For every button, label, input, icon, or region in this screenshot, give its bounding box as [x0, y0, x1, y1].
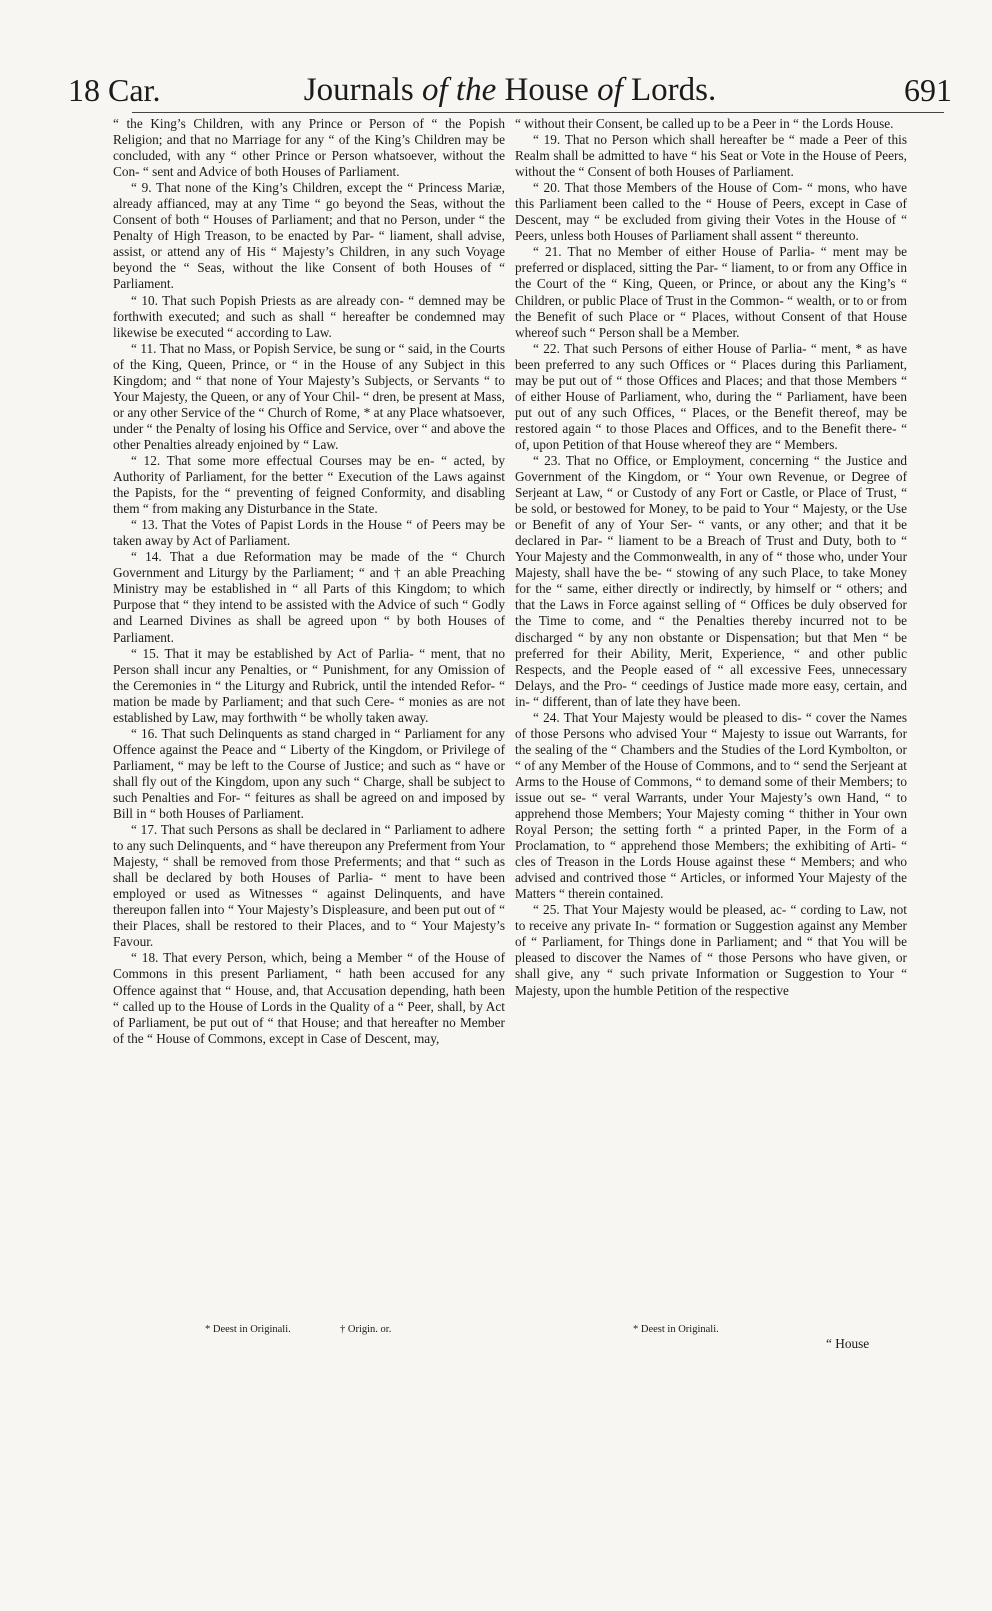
footnote: * Deest in Originali. [633, 1324, 719, 1335]
journal-title: Journals of the House of Lords. [303, 72, 717, 108]
paragraph: “ 13. That the Votes of Papist Lords in the House “ of Peers may be taken away by Act of Parliament. [113, 517, 505, 549]
paragraph: “ 24. That Your Majesty would be pleased to dis- “ cover the Names of those Persons who advised Your “ Majesty to issue out Warrants, for the sealing of the “ Chambers and the Studies of the Lord Kymbolton, or “ of any Member of the House of Commons, and to “ send the Serjeant at Arms to the House of Commons, “ to demand some of their Members; to issue out se- “ veral Warrants, under Your Majesty’s own Hand, “ to apprehend those Members; Your Majesty coming “ thither in Your own Royal Person; the setting forth “ a printed Paper, in the Form of a Proclamation, to “ apprehend those Members; the exhibiting of Arti- “ cles of Treason in the Lords House against these “ Members; and who advised and contrived those “ Articles, or informed Your Majesty of the Matters “ therein contained. [515, 709, 907, 902]
right-column [515, 116, 907, 999]
running-header [68, 70, 952, 114]
paragraph: “ 19. That no Person which shall hereafter be “ made a Peer of this Realm shall be admitted to have “ his Seat or Vote in the House of Peers, without the “ Consent of both Houses of Parliament. [515, 132, 907, 180]
paragraph: “ 9. That none of the King’s Children, except the “ Princess Mariæ, already affianced, may at any Time “ go beyond the Seas, without the Consent of both “ Houses of Parliament; and that no Person, under “ the Penalty of High Treason, to be enacted by Par- “ liament, shall advise, assist, or attend any of His “ Majesty’s Children, in any such Voyage beyond the “ Seas, without the like Consent of both Houses of “ Parliament. [113, 180, 505, 292]
paragraph: “ 14. That a due Reformation may be made of the “ Church Government and Liturgy by the Parliament; “ and † an able Preaching Ministry may be established in “ all Parts of this Kingdom; to which Purpose that “ they intend to be assisted with the Advice of such “ Godly and Learned Divines as shall be agreed upon “ by both Houses of Parliament. [113, 549, 505, 645]
paragraph: “ 22. That such Persons of either House of Parlia- “ ment, * as have been preferred to any such Offices or “ Places during this Parliament, may be put out of “ those Offices and Places; and that those Members “ of either House of Parliament, who, during the “ Parliament, have been put out of any such Offices, “ Places, or the Benefit thereof, may be restored again “ to those Places and Offices, and to the Benefit there- “ of, upon Petition of that House whereof they are “ Members. [515, 340, 907, 452]
regnal-year: 18 Car. [68, 72, 161, 108]
left-column [113, 116, 505, 1047]
catchword: “ House [826, 1336, 870, 1351]
page-number: 691 [904, 72, 952, 108]
paragraph: “ 23. That no Office, or Employment, concerning “ the Justice and Government of the Kingdom, or “ Your own Revenue, or Degree of Serjeant at Law, “ or Custody of any Fort or Castle, or Place of Trust, “ be sold, or bestowed for Money, to be paid to Your “ Majesty, or the Use or Benefit of any of Your Ser- “ vants, or any other; and that it be declared in Par- “ liament to be a Breach of Trust and Duty, both to “ Your Majesty and the Commonwealth, in any of “ those who, under Your Majesty, shall have the be- “ stowing of any such Place, to take Money for the “ same, either directly or indirectly, by himself or “ others; and that the Laws in Force against selling of “ Offices be duly observed for the Time to come, and “ the Penalties thereby incurred not to be discharged “ by any non obstante or Dispensation; but that Men “ be preferred for their Ability, Merit, Experience, “ and other public Respects, and the People eased of “ all excessive Fees, unnecessary Delays, and the Pro- “ ceedings of Justice made more easy, certain, and in- “ different, than of late they have been. [515, 452, 907, 709]
paragraph: “ 15. That it may be established by Act of Parlia- “ ment, that no Person shall incur any Penalties, or “ Punishment, for any Omission of the Ceremonies in “ the Liturgy and Rubrick, until the intended Refor- “ mation be made by Parliament; and that such Cere- “ monies as are not established by Law, may forthwith “ be wholly taken away. [113, 645, 505, 725]
paragraph: “ 10. That such Popish Priests as are already con- “ demned may be forthwith executed; and such as shall “ hereafter be condemned may likewise be executed “ according to Law. [113, 292, 505, 340]
footnote: † Origin. or. [340, 1324, 392, 1335]
paragraph: “ 11. That no Mass, or Popish Service, be sung or “ said, in the Courts of the King, Queen, Prince, or “ in the House of any Subject in this Kingdom; and “ that none of Your Majesty’s Subjects, or Servants “ to Your Majesty, the Queen, or any of Your Chil- “ dren, be present at Mass, or any other Service of the “ Church of Rome, * at any Place whatsoever, under “ the Penalty of losing his Office and Service, over “ and above the other Penalties already enjoined by “ Law. [113, 340, 505, 452]
paragraph: “ 25. That Your Majesty would be pleased, ac- “ cording to Law, not to receive any private In- “ formation or Suggestion against any Member of “ Parliament, for Things done in Parliament; and “ that You will be pleased to discover the Names of “ those Persons who have given, or shall give, any “ such private Information or Suggestion to Your “ Majesty, upon the humble Petition of the respective [515, 902, 907, 998]
header-rule [132, 112, 944, 113]
paragraph: “ 17. That such Persons as shall be declared in “ Parliament to adhere to any such Delinquents, and “ have thereupon any Preferment from Your Majesty, “ shall be removed from those Preferments; and that “ such as shall be declared by both Houses of Parlia- “ ment to have been employed or used as Witnesses “ against Delinquents, and have thereupon fallen into “ Your Majesty’s Displeasure, and been put out of “ their Places, shall be restored to their Places, and to “ Your Majesty’s Favour. [113, 822, 505, 950]
paragraph: “ 21. That no Member of either House of Parlia- “ ment may be preferred or displaced, sitting the Par- “ liament, to or from any Office in the Court of the “ King, Queen, or Prince, or about any the King’s “ Children, or public Place of Trust in the Common- “ wealth, or to or from the Benefit of such Place or “ Places, without Consent of that House whereof such “ Person shall be a Member. [515, 244, 907, 340]
paragraph: “ 12. That some more effectual Courses may be en- “ acted, by Authority of Parliament, for the better “ Execution of the Laws against the Papists, for the “ preventing of feigned Conformity, and disabling them “ from making any Disturbance in the State. [113, 452, 505, 517]
footnote: * Deest in Originali. [205, 1324, 291, 1335]
paragraph: “ the King’s Children, with any Prince or Person of “ the Popish Religion; and that no Marriage for any “ of the King’s Children may be concluded, with any “ other Prince or Person whatsoever, without the Con- “ sent and Advice of both Houses of Parliament. [113, 116, 505, 180]
paragraph: “ 16. That such Delinquents as stand charged in “ Parliament for any Offence against the Peace and “ Liberty of the Kingdom, or Privilege of Parliament, “ may be left to the Course of Justice; and such as “ have or shall fly out of the Kingdom, upon any such “ Charge, shall be subject to such Penalties and For- “ feitures as shall be agreed on and imposed by Bill in “ both Houses of Parliament. [113, 725, 505, 822]
paragraph: “ without their Consent, be called up to be a Peer in “ the Lords House. [515, 116, 894, 131]
paragraph: “ 18. That every Person, which, being a Member “ of the House of Commons in this present Parliament, “ hath been accused for any Offence against that “ House, and, that Accusation depending, hath been “ called up to the House of Lords in the Quality of a “ Peer, shall, by Act of Parliament, be put out of “ that House; and that hereafter no Member of the “ House of Commons, except in Case of Descent, may, [113, 950, 505, 1046]
paragraph: “ 20. That those Members of the House of Com- “ mons, who have this Parliament been called to the “ House of Peers, except in Case of Descent, may “ be excluded from giving their Votes in the House of “ Peers, unless both Houses of Parliament shall assent “ thereunto. [515, 180, 907, 244]
